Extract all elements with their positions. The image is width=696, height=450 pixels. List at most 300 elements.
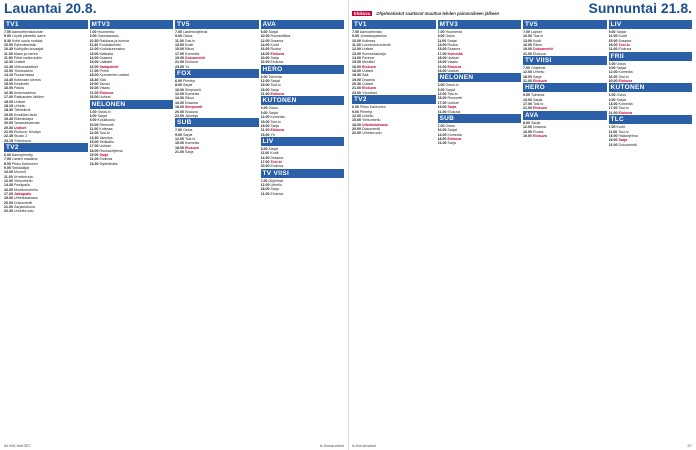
- program-time: 16.00: [352, 64, 361, 69]
- program-time: 14.30: [4, 183, 13, 188]
- program-time: 20.00: [608, 79, 618, 84]
- program-time: 13.00: [352, 51, 361, 56]
- program-time: 11.00: [352, 43, 361, 48]
- program-time: 6.00: [608, 61, 616, 66]
- program-title: Seikkailijat: [12, 165, 29, 170]
- schedule-column: [352, 20, 436, 438]
- program-title: Maan ja meren: [13, 51, 38, 56]
- program-title: Sarja: [185, 149, 194, 154]
- channel-header: SUB: [438, 114, 522, 123]
- schedule-column: [609, 20, 693, 438]
- program-title: Elokuva: [533, 51, 546, 56]
- schedule-column: [175, 20, 259, 438]
- program-time: 23.00: [89, 95, 99, 100]
- program-time: 14.00: [260, 155, 270, 160]
- program-time: 7.00: [4, 157, 11, 162]
- program-title: Sarjat: [268, 146, 278, 151]
- program-time: 10.00: [175, 87, 184, 92]
- program-title: Tanssiaisvieraat: [13, 121, 40, 126]
- program-time: 22.00: [352, 131, 361, 136]
- program-title: Viittomakieliset: [14, 64, 38, 69]
- program-title: Huomenta: [97, 30, 115, 34]
- program-title: Sarjat: [445, 87, 455, 92]
- program-listing: [352, 131, 436, 135]
- program-time: 16.00: [4, 86, 13, 91]
- program-time: 20.00: [4, 121, 13, 126]
- program-time: 12.00: [437, 92, 447, 97]
- program-time: 7.00: [89, 30, 97, 34]
- program-time: 15.00: [437, 47, 447, 52]
- program-title: Elokuva: [447, 136, 462, 141]
- program-title: Urheilukatsaus: [362, 122, 388, 127]
- program-title: Yleisurheilu: [361, 118, 381, 123]
- program-time: 16.30: [4, 90, 13, 95]
- program-time: 12.00: [260, 115, 270, 120]
- program-time: 8.00: [89, 113, 97, 118]
- program-title: Elokuva: [533, 133, 547, 138]
- program-title: Draama: [99, 56, 113, 61]
- program-time: 21.00: [523, 51, 532, 56]
- program-time: 10.00: [89, 122, 99, 127]
- program-title: Ostos-tv: [445, 83, 459, 88]
- program-title: Draama: [270, 38, 284, 43]
- program-time: 20.00: [260, 164, 270, 169]
- program-listing: [523, 134, 607, 138]
- program-title: Luontodokumentti: [361, 43, 391, 48]
- program-title: Perhe: [99, 69, 110, 74]
- program-title: Sarjat: [616, 30, 626, 34]
- program-time: 23.00: [437, 69, 447, 74]
- program-time: 18.00: [608, 43, 618, 48]
- program-title: Aamutelevisio: [359, 30, 383, 34]
- program-time: 12.00: [260, 182, 270, 187]
- program-listing: [609, 143, 693, 147]
- program-title: Seikkailu: [99, 139, 114, 144]
- program-time: 13.00: [608, 102, 618, 107]
- program-title: Komedia: [270, 115, 285, 120]
- program-title: Pasila: [14, 86, 24, 91]
- program-title: Pikku Kakkonen: [360, 105, 386, 110]
- program-listing: [90, 162, 174, 166]
- channel-header: TV2: [352, 95, 436, 104]
- program-title: Komedia: [185, 141, 200, 146]
- program-time: 16.00: [523, 43, 532, 48]
- program-title: Elokuva: [533, 79, 547, 84]
- program-time: 17.00: [437, 100, 447, 105]
- program-title: Simpsonit: [185, 105, 203, 110]
- program-time: 18.30: [352, 73, 361, 78]
- program-title: Elokuva: [618, 47, 632, 52]
- program-time: 22.30: [4, 209, 13, 214]
- program-title: Elokuva: [533, 106, 547, 111]
- program-title: Kotimaa: [362, 38, 376, 43]
- program-title: Sarja: [270, 56, 279, 61]
- channel-header: FRII: [609, 52, 693, 61]
- program-title: Piirretyt: [360, 109, 373, 114]
- program-time: 9.00: [89, 118, 97, 123]
- program-time: 13.00: [4, 69, 13, 74]
- program-time: 7.00: [437, 123, 445, 128]
- program-title: Uutiset: [99, 144, 111, 149]
- channel-header: MTV3: [90, 20, 174, 29]
- program-time: 13.30: [89, 135, 99, 140]
- channel-header: TV5: [523, 20, 607, 29]
- program-time: 18.00: [352, 122, 361, 127]
- program-time: 10.00: [260, 34, 270, 39]
- program-title: Musiikki: [362, 60, 375, 65]
- program-time: 19.00: [437, 105, 447, 110]
- program-time: 18.00: [4, 99, 13, 104]
- program-time: 10.00: [4, 43, 13, 48]
- program-time: 21.00: [437, 141, 447, 146]
- program-title: Elokuva: [270, 128, 285, 133]
- program-time: 18.30: [4, 108, 13, 113]
- program-title: Uutiset: [14, 60, 26, 65]
- program-title: Sää: [362, 73, 369, 78]
- program-title: Sarjat: [270, 79, 280, 84]
- program-title: Tosi-tv: [184, 136, 196, 141]
- program-time: 12.00: [260, 38, 270, 43]
- program-time: 10.30: [89, 38, 99, 43]
- program-title: Uutiset: [14, 125, 27, 130]
- program-title: Piirretyt: [183, 79, 196, 84]
- program-title: Ryhmäkeilailu: [14, 43, 37, 48]
- right-page-title-text: Sunnuntai 21.8.: [588, 0, 692, 16]
- program-time: 18.00: [260, 51, 270, 56]
- program-title: Komedia: [185, 51, 200, 56]
- program-time: 17.00: [608, 106, 618, 111]
- program-title: Urheiluruutu: [14, 209, 34, 214]
- program-title: Dokumentti: [185, 56, 205, 61]
- program-title: Ostoskanava: [97, 34, 119, 39]
- program-title: Ostos: [445, 34, 455, 39]
- program-title: Uutiset: [447, 100, 459, 105]
- program-time: 6.00: [4, 152, 11, 157]
- program-title: Salapoliisit: [99, 64, 119, 69]
- program-time: 15.00: [437, 96, 447, 101]
- program-time: 18.15: [4, 103, 13, 108]
- brand-label: Elokuva: [354, 11, 371, 16]
- program-title: Kesäillan laulu: [14, 112, 38, 117]
- program-title: Jännitys: [185, 113, 199, 118]
- program-title: Kodit: [616, 125, 625, 130]
- program-time: 13.00: [437, 43, 447, 48]
- program-title: Kymmenen uutiset: [99, 73, 130, 78]
- program-listing: [4, 209, 88, 213]
- program-time: 7.00: [352, 30, 359, 34]
- program-title: Jumalanpalvelus: [360, 34, 387, 39]
- program-time: 12.30: [4, 60, 13, 65]
- program-time: 6.00: [352, 105, 359, 110]
- program-title: Sunnuntaisarja: [362, 51, 386, 56]
- program-time: 9.00: [175, 132, 182, 137]
- left-page-title: Lauantai 20.8.: [4, 0, 97, 16]
- program-time: 21.00: [608, 47, 618, 52]
- program-title: Tosi-tv: [532, 34, 544, 39]
- program-title: Elokuva: [270, 191, 284, 196]
- program-title: Ostos: [268, 106, 278, 111]
- program-title: Romantiikka: [270, 34, 291, 39]
- program-title: Draama: [362, 77, 375, 82]
- program-title: Lasten maailma: [12, 157, 38, 162]
- program-title: Urheiluruutu: [13, 174, 34, 179]
- program-time: 22.00: [175, 113, 184, 118]
- program-time: 17.00: [4, 192, 13, 197]
- program-title: Elokuva: [270, 92, 285, 97]
- channel-header: HERO: [523, 83, 607, 92]
- channel-header: MTV3: [438, 20, 522, 29]
- program-time: 14.00: [260, 43, 270, 48]
- program-time: 21.00: [437, 109, 447, 114]
- program-title: Ruokailuhetki: [99, 43, 121, 48]
- program-time: 12.00: [352, 47, 361, 52]
- program-title: Myöhäisilta: [99, 161, 118, 166]
- right-page: [352, 0, 692, 450]
- program-title: Pikku Kakkonen: [12, 161, 38, 166]
- program-title: Komedia: [618, 102, 633, 107]
- program-title: Draama: [533, 125, 546, 130]
- program-time: 12.00: [89, 131, 99, 136]
- channel-header: TV1: [352, 20, 436, 29]
- program-title: Sää: [99, 77, 106, 82]
- program-title: Komedia: [447, 132, 462, 137]
- program-time: 19.00: [523, 133, 532, 138]
- program-time: 9.00: [608, 66, 616, 71]
- program-title: Urheilu: [362, 113, 374, 118]
- program-title: Uutiset: [447, 56, 459, 61]
- program-title: Komedia: [447, 51, 463, 56]
- program-time: 15.00: [352, 60, 361, 65]
- program-title: Toiminta: [268, 74, 282, 79]
- program-title: Elämäntapa: [14, 116, 34, 121]
- program-time: 16.00: [89, 64, 99, 69]
- program-time: 9.00: [437, 34, 445, 39]
- channel-header: TV VIISI: [523, 56, 607, 65]
- left-page: [4, 0, 344, 450]
- program-time: 9.00: [260, 74, 268, 79]
- program-time: 6.00: [437, 83, 445, 88]
- program-title: Yö: [184, 64, 190, 69]
- program-title: Elokuva: [618, 79, 633, 84]
- program-title: Tosi-tv: [184, 38, 196, 43]
- program-time: 21.00: [260, 128, 270, 133]
- program-time: 7.00: [175, 30, 182, 34]
- program-title: Ohjelmat: [531, 66, 546, 71]
- program-time: 12.00: [608, 70, 618, 75]
- program-title: Remontti: [447, 96, 462, 101]
- program-time: 10.00: [352, 38, 361, 43]
- right-page-columns: [352, 20, 692, 438]
- program-title: Aamutelevisiokoste: [11, 30, 43, 34]
- schedule-column: [438, 20, 522, 438]
- program-title: Tosi-tv: [99, 131, 110, 136]
- program-time: 21.00: [260, 191, 270, 196]
- schedule-column: [4, 20, 88, 438]
- program-title: Dokumentti: [362, 126, 381, 131]
- program-time: 18.00: [260, 123, 270, 128]
- program-title: Uutiset: [362, 82, 374, 87]
- program-title: Sarjat: [183, 83, 193, 88]
- program-time: 19.00: [608, 138, 618, 143]
- program-time: 15.00: [608, 133, 618, 138]
- program-title: Simpsonit: [185, 87, 201, 92]
- program-title: Draama: [270, 155, 284, 160]
- channel-header: AVA: [523, 111, 607, 120]
- program-time: 8.00: [523, 120, 530, 125]
- program-title: Tosi-tv: [447, 92, 458, 97]
- right-page-footer: [352, 443, 692, 448]
- program-title: Elokuva: Kesäyö: [14, 129, 41, 134]
- program-title: Elokuva: [618, 110, 633, 115]
- program-time: 9.30: [4, 38, 11, 43]
- program-time: 12.00: [608, 34, 618, 39]
- program-time: 14.00: [437, 132, 447, 137]
- program-time: 17.00: [437, 51, 447, 56]
- schedule-column: [261, 20, 345, 438]
- program-title: Ostos: [616, 61, 626, 66]
- channel-header: KUTONEN: [609, 83, 693, 92]
- schedule-column: [90, 20, 174, 438]
- program-time: 15.00: [4, 82, 13, 87]
- program-title: Studio 2: [14, 134, 28, 139]
- program-time: 18.00: [175, 145, 184, 150]
- program-title: Sarjaelokuva: [14, 205, 35, 210]
- left-footer-left: 66 MA.NAISET: [4, 443, 32, 448]
- program-title: Ruokaohjelma: [99, 148, 123, 153]
- program-title: Uutiset: [362, 69, 374, 74]
- program-time: 18.00: [260, 87, 270, 92]
- program-time: 21.00: [260, 92, 270, 97]
- program-title: Ostos: [183, 34, 193, 39]
- program-time: 11.50: [4, 56, 13, 61]
- program-time: 18.00: [437, 136, 447, 141]
- program-time: 20.00: [175, 109, 184, 114]
- program-time: 14.00: [175, 96, 184, 101]
- program-time: 11.00: [608, 129, 618, 134]
- program-time: 16.00: [608, 74, 618, 79]
- program-title: Elokuva: [185, 145, 199, 150]
- program-time: 16.00: [4, 187, 13, 192]
- program-time: 22.00: [260, 60, 270, 65]
- program-title: Tosi-tv: [618, 43, 631, 48]
- program-title: Sarja: [447, 141, 456, 146]
- program-title: Ruoka: [533, 129, 544, 134]
- program-time: 9.00: [4, 34, 11, 39]
- program-title: Puutarhassa: [14, 73, 35, 78]
- program-title: Pitkä matka kotiin: [13, 56, 42, 61]
- program-time: 8.00: [260, 30, 268, 34]
- tagline: Ohjelmatiedot saattavat muuttua lehden painovaiheen jälkeen: [376, 11, 500, 16]
- program-title: Jännitys: [99, 135, 113, 140]
- program-title: Yöelokuva: [13, 138, 31, 143]
- program-time: 21.00: [175, 60, 184, 65]
- program-time: 20.30: [352, 82, 361, 87]
- program-title: Ohjelmat: [268, 178, 283, 183]
- program-time: 21.00: [175, 149, 184, 154]
- program-time: 14.10: [4, 73, 13, 78]
- program-title: Sarja: [270, 87, 279, 92]
- program-time: 15.00: [608, 38, 618, 43]
- right-footer-right: 67: [687, 443, 692, 448]
- program-time: 7.00: [608, 125, 616, 130]
- program-title: Tosi-tv: [618, 106, 629, 111]
- program-time: 19.00: [89, 152, 99, 157]
- program-time: 15.00: [89, 139, 99, 144]
- program-title: Perinne: [362, 56, 375, 61]
- program-time: 23.15: [4, 138, 13, 143]
- program-title: Huomenta: [445, 30, 463, 34]
- program-time: 15.00: [175, 47, 184, 52]
- program-title: Kodit: [270, 151, 279, 156]
- program-listing: [261, 192, 345, 196]
- program-title: Sarjat: [531, 120, 541, 125]
- program-time: 8.00: [260, 146, 268, 151]
- program-time: 7.00: [175, 128, 182, 133]
- program-title: Ykkösaamu: [13, 69, 33, 74]
- program-time: 19.45: [4, 116, 13, 121]
- program-title: Visailu: [447, 60, 459, 65]
- program-title: Sarjat: [616, 66, 626, 71]
- program-time: 20.00: [4, 200, 13, 205]
- program-time: 11.00: [260, 151, 270, 156]
- program-time: 17.00: [175, 51, 184, 56]
- program-title: Rikos: [533, 43, 542, 48]
- program-time: 18.00: [523, 74, 532, 79]
- program-time: 13.00: [89, 51, 99, 56]
- program-time: 13.00: [523, 97, 532, 102]
- channel-header: LIV: [261, 137, 345, 146]
- program-title: Ostos: [183, 128, 193, 133]
- program-time: 18.00: [89, 73, 99, 78]
- program-time: 12.00: [4, 179, 13, 183]
- channel-header: LIV: [609, 20, 693, 29]
- program-time: 19.00: [523, 47, 532, 52]
- program-title: Tanssi: [99, 82, 110, 87]
- program-time: 21.00: [352, 86, 361, 91]
- program-time: 20.30: [4, 125, 13, 130]
- program-time: 18.00: [260, 187, 270, 192]
- program-time: 21.00: [4, 205, 13, 210]
- program-title: Kodit: [270, 43, 279, 48]
- program-title: Rikos: [185, 96, 194, 101]
- program-time: 18.00: [89, 148, 99, 153]
- program-time: 15.00: [352, 118, 361, 123]
- program-title: Rakkauden tähden: [14, 95, 45, 100]
- program-title: Rikos: [185, 47, 194, 52]
- program-title: Yöuutiset: [361, 90, 377, 95]
- program-title: Elokuva: [270, 51, 285, 56]
- program-title: Kotimaan kierros: [14, 77, 41, 82]
- program-time: 21.00: [437, 64, 447, 69]
- program-title: Elokuva: [362, 64, 376, 69]
- program-title: Elokuva: [99, 157, 113, 162]
- program-title: Elokuva: [447, 64, 462, 69]
- program-title: Sarjat: [533, 97, 543, 102]
- program-title: Kodit: [185, 43, 194, 48]
- program-title: Tosi-tv: [618, 74, 629, 79]
- program-title: Draama: [185, 100, 198, 105]
- program-time: 13.00: [175, 43, 184, 48]
- program-time: 23.00: [260, 132, 270, 137]
- program-time: 23.30: [89, 161, 99, 166]
- program-time: 12.00: [352, 113, 361, 118]
- program-title: Uutiset: [447, 69, 459, 74]
- program-title: Kodit: [533, 38, 542, 43]
- program-time: 9.00: [608, 97, 616, 102]
- program-time: 14.00: [89, 56, 99, 61]
- program-time: 9.00: [608, 30, 616, 34]
- program-time: 9.00: [352, 109, 359, 114]
